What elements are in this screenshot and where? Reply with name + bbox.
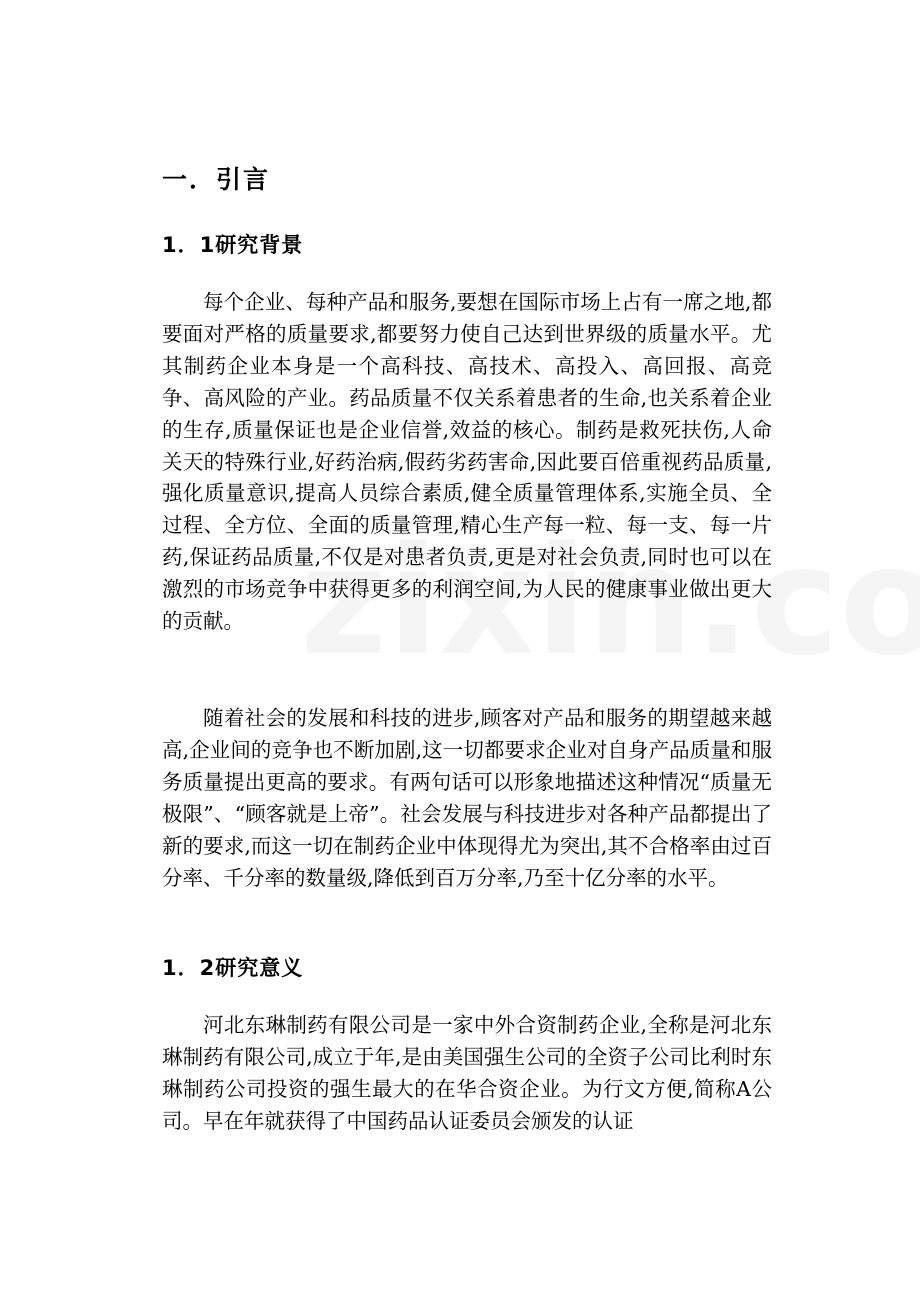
section-heading-background: 1．1研究背景	[162, 233, 304, 257]
paragraph-background-1: 每个企业、每种产品和服务,要想在国际市场上占有一席之地,都要面对严格的质量要求,都要努力使自己达到世界级的质量水平。尤其制药企业本身是一个高科技、高技术、高投入、高回报、高竞争、高风险的产业。药品质量不仅关系着患者的生命,也关系着企业的生存,质量保证也是企业信誉,效益的核心。制药是救死扶伤,人命关天的特殊行业,好药治病,假药劣药害命,因此要百倍重视药品质量,强化质量意识,提高人员综合素质,健全质量管理体系,实施全员、全过程、全方位、全面的质量管理,精心生产每一粒、每一支、每一片药,保证药品质量,不仅是对患者负责,更是对社会负责,同时也可以在激烈的市场竞争中获得更多的利润空间,为人民的健康事业做出更大的贡献。	[162, 290, 772, 634]
chapter-heading: 一．引言	[162, 165, 271, 194]
paragraph-background-2: 随着社会的发展和科技的进步,顾客对产品和服务的期望越来越高,企业间的竞争也不断加剧,这一切都要求企业对自身产品质量和服务质量提出更高的要求。有两句话可以形象地描述这种情况“质量无极限”、“顾客就是上帝”。社会发展与科技进步对各种产品都提出了新的要求,而这一切在制药企业中体现得尤为突出,其不合格率由过百分率、千分率的数量级,降低到百万分率,乃至十亿分率的水平。	[162, 706, 772, 890]
section-heading-significance: 1．2研究意义	[162, 956, 304, 980]
paragraph-significance-1: 河北东琳制药有限公司是一家中外合资制药企业,全称是河北东琳制药有限公司,成立于年,是由美国强生公司的全资子公司比利时东琳制药公司投资的强生最大的在华合资企业。为行文方便,简称A公司。早在年就获得了中国药品认证委员会颁发的认证	[162, 1013, 772, 1133]
document-page	[162, 0, 772, 1300]
